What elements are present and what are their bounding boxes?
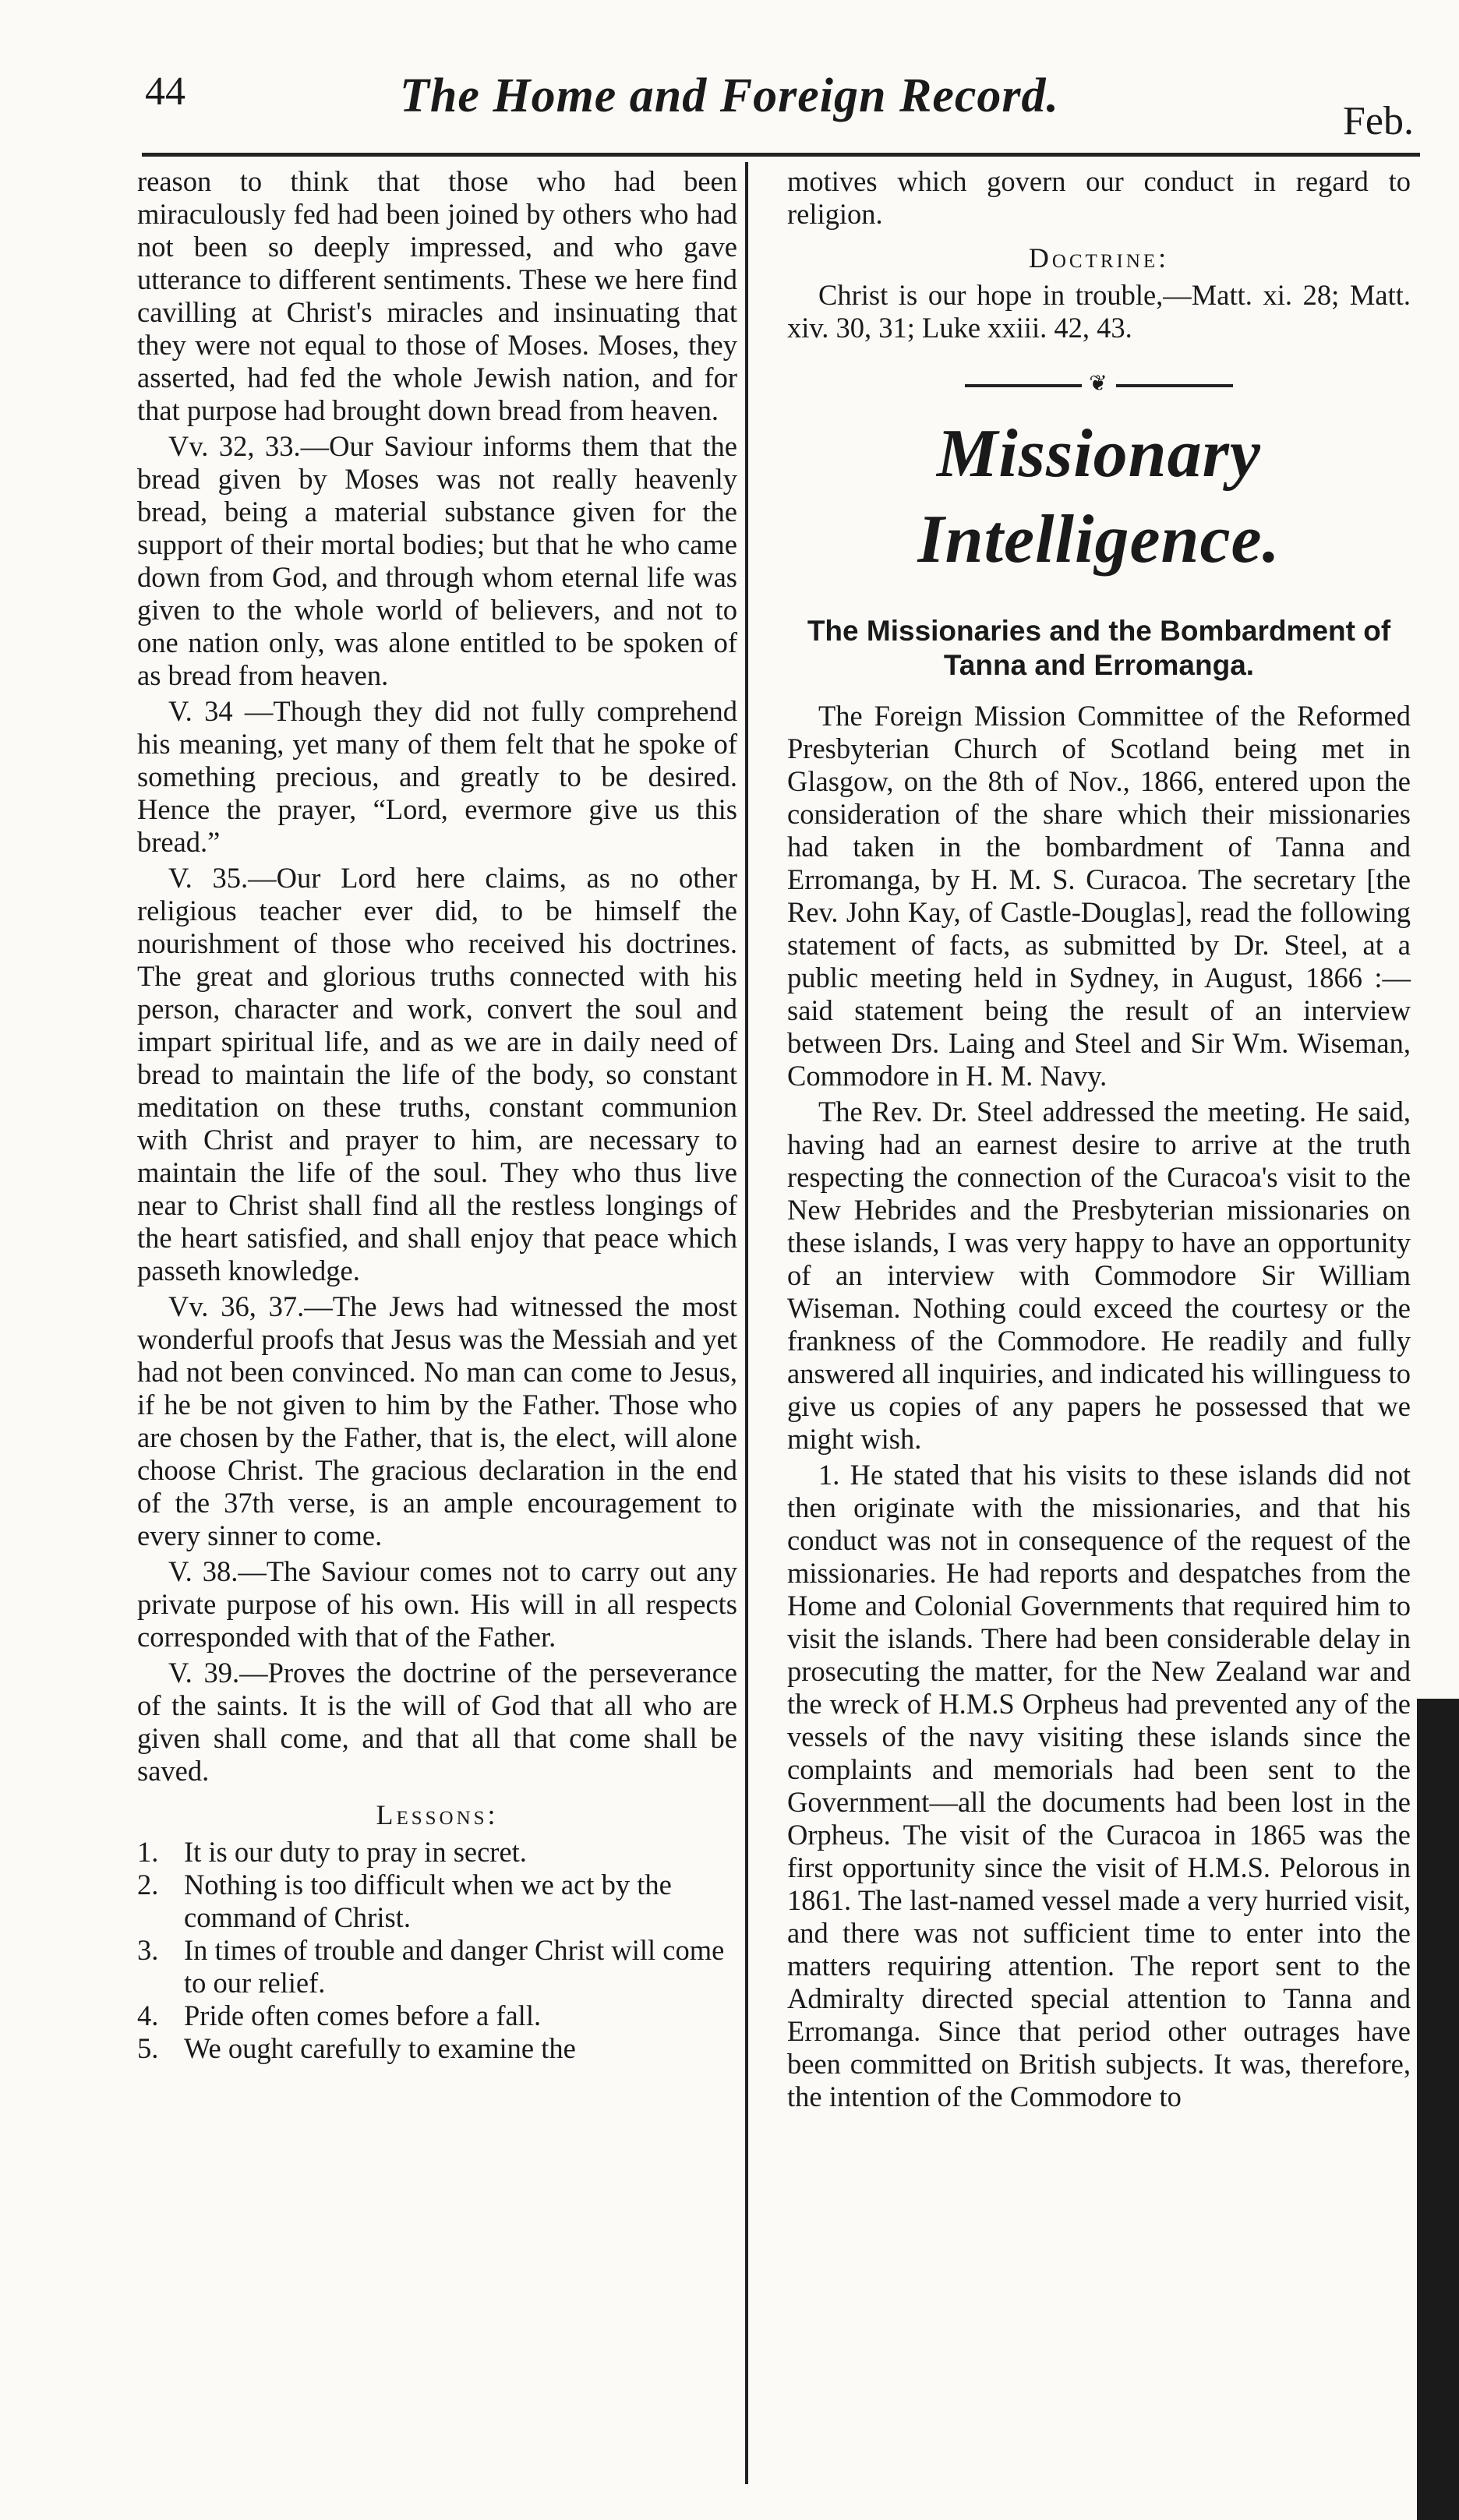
- lessons-heading: Lessons:: [376, 1799, 499, 1830]
- page-header: [0, 69, 1459, 154]
- issue-month: Feb.: [1343, 99, 1414, 143]
- section-ornament: ❦: [787, 368, 1411, 401]
- column-divider: [745, 162, 748, 2484]
- lesson-item: [137, 1934, 737, 1999]
- lesson-number: 5.: [137, 2032, 159, 2064]
- paragraph: 1. He stated that his visits to these islands did not then originate with the missionaries, and that his conduct was not in consequence of the request of the missionaries. He had reports and despatches from the Home and Colonial Governments that required him to visit the islands. There had been considerable delay in prosecuting the matter, for the New Zealand war and the wreck of H.M.S Orpheus had prevented any of the vessels of the navy visiting these islands since the complaints and memorials had been sent to the Government—all the documents had been lost in the Orpheus. The visit of the Curacoa in 1865 was the first opportunity since the visit of H.M.S. Pelorous in 1861. The last-named vessel made a very hurried visit, and there was not sufficient time to enter into the matters requiring attention. The report sent to the Admiralty directed special attention to Tanna and Erromanga. Since that period other outrages have been committed on British subjects. It was, therefore, the intention of the Commodore to: [787, 1459, 1411, 2112]
- lesson-number: 3.: [137, 1934, 159, 1966]
- lesson-number: 2.: [137, 1869, 159, 1901]
- section-title: Missionary Intelligence.: [917, 416, 1281, 577]
- right-column: [787, 165, 1411, 2116]
- paragraph: V. 34 —Though they did not fully comprehend his meaning, yet many of them felt that he spoke of something precious, and greatly to be desired. Hence the prayer, “Lord, evermore give us this bread.”: [137, 695, 737, 858]
- lesson-text: In times of trouble and danger Christ will come to our relief.: [184, 1934, 725, 1999]
- paragraph: V. 35.—Our Lord here claims, as no other religious teacher ever did, to be himself the nourishment of those who received his doctrines. The great and glorious truths connected with his person, character and work, convert the soul and impart spiritual life, and as we are in daily need of bread to maintain the life of the body, so constant meditation on these truths, constant communion with Christ and prayer to him, are necessary to maintain the life of the soul. They who thus live near to Christ shall find all the restless longings of the heart satisfied, and shall enjoy that peace which passeth knowledge.: [137, 862, 737, 1286]
- lesson-text: We ought carefully to examine the: [184, 2032, 576, 2064]
- lesson-item: [137, 2032, 737, 2065]
- header-rule: [142, 153, 1420, 157]
- left-column: [137, 165, 737, 2065]
- lesson-item: [137, 1836, 737, 1869]
- paragraph: reason to think that those who had been miraculously fed had been joined by others who had not been so deeply impressed, and who gave utterance to different sentiments. These we here find cavilling at Christ's miracles and insinuating that they were not equal to those of Moses. Moses, they asserted, had fed the whole Jewish nation, and for that purpose had brought down bread from heaven.: [137, 165, 737, 426]
- paragraph: V. 38.—The Saviour comes not to carry out any private purpose of his own. His will in all respects corresponded with that of the Father.: [137, 1555, 737, 1653]
- lesson-item: [137, 1999, 737, 2032]
- lesson-number: 4.: [137, 1999, 159, 2031]
- lesson-item: [137, 1869, 737, 1934]
- lesson-text: It is our duty to pray in secret.: [184, 1836, 527, 1868]
- doctrine-heading: Doctrine:: [1028, 242, 1170, 274]
- journal-title: The Home and Foreign Record.: [399, 69, 1060, 122]
- article-title: The Missionaries and the Bombardment of Tanna and Erromanga.: [807, 615, 1391, 681]
- lesson-number: 1.: [137, 1836, 159, 1868]
- paragraph: The Rev. Dr. Steel addressed the meeting. He said, having had an earnest desire to arrive at the truth respecting the connection of the Curacoa's visit to the New Hebrides and the Presbyterian missionaries on these islands, I was very happy to have an opportunity of an interview with Commodore Sir William Wiseman. Nothing could exceed the courtesy or the frankness of the Commodore. He readily and fully answered all inquiries, and indicated his willinguess to give us copies of any papers he possessed that we might wish.: [787, 1096, 1411, 1455]
- lesson-text: Pride often comes before a fall.: [184, 1999, 542, 2031]
- page-edge-shadow: [1417, 1699, 1459, 2520]
- paragraph: Vv. 32, 33.—Our Saviour informs them that the bread given by Moses was not really heavenly bread, being a material substance given for the support of their mortal bodies; but that he who came down from God, and through whom eternal life was given to the whole world of believers, and not to one nation only, was alone entitled to be spoken of as bread from heaven.: [137, 430, 737, 691]
- paragraph: motives which govern our conduct in regard to religion.: [787, 165, 1411, 230]
- lesson-text: Nothing is too difficult when we act by the command of Christ.: [184, 1869, 672, 1933]
- paragraph: V. 39.—Proves the doctrine of the perseverance of the saints. It is the will of God that all who are given shall come, and that all that come shall be saved.: [137, 1657, 737, 1787]
- page-number: 44: [145, 69, 185, 114]
- paragraph: Vv. 36, 37.—The Jews had witnessed the most wonderful proofs that Jesus was the Messiah and yet had not been convinced. No man can come to Jesus, if he be not given to him by the Father. Those who are chosen by the Father, that is, the elect, will alone choose Christ. The gracious declaration in the end of the 37th verse, is an ample encouragement to every sinner to come.: [137, 1290, 737, 1551]
- doctrine-text: Christ is our hope in trouble,—Matt. xi. 28; Matt. xiv. 30, 31; Luke xxiii. 42, 43.: [787, 279, 1411, 344]
- paragraph: The Foreign Mission Committee of the Reformed Presbyterian Church of Scotland being met in Glasgow, on the 8th of Nov., 1866, entered upon the consideration of the share which their missionaries had taken in the bombardment of Tanna and Erromanga, by H. M. S. Curacoa. The secretary [the Rev. John Kay, of Castle-Douglas], read the following statement of facts, as submitted by Dr. Steel, at a public meeting held in Sydney, in August, 1866 :—said statement being the result of an interview between Drs. Laing and Steel and Sir Wm. Wiseman, Commodore in H. M. Navy.: [787, 700, 1411, 1092]
